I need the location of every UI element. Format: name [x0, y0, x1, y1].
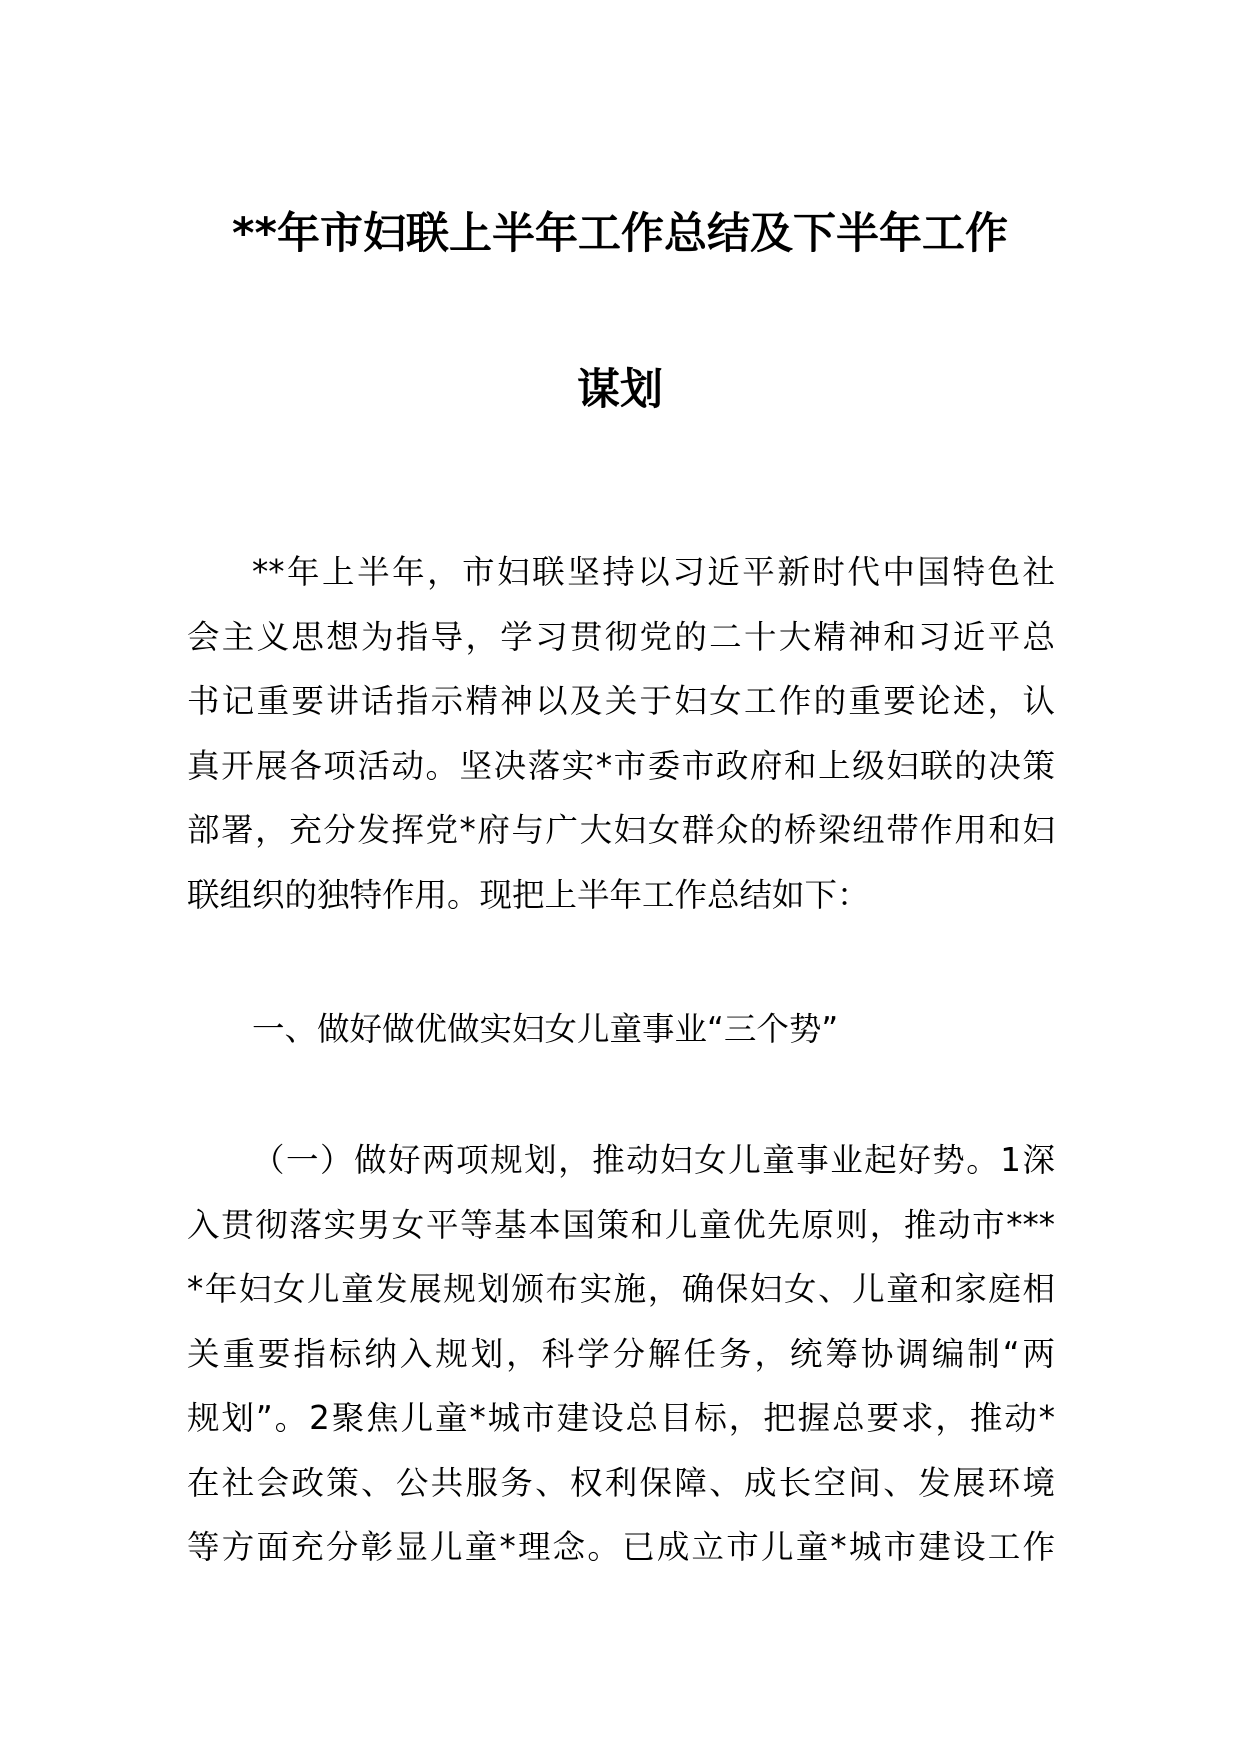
- paragraph-line: 部署，充分发挥党*府与广大妇女群众的桥梁纽带作用和妇: [187, 811, 1055, 849]
- paragraph-line: 书记重要讲话指示精神以及关于妇女工作的重要论述，认: [187, 682, 1055, 720]
- paragraph-line: 联组织的独特作用。现把上半年工作总结如下：: [187, 875, 870, 914]
- paragraph-line: 真开展各项活动。坚决落实*市委市政府和上级妇联的决策: [187, 746, 1055, 785]
- paragraph-line: 关重要指标纳入规划，科学分解任务，统筹协调编制“两: [187, 1334, 1055, 1373]
- document-title-line-1: **年市妇联上半年工作总结及下半年工作: [232, 209, 1008, 259]
- section-paragraph: [187, 1128, 1055, 1580]
- section-heading-text: 一、做好做优做实妇女儿童事业“三个势”: [252, 1010, 839, 1048]
- paragraph-line: 会主义思想为指导，学习贯彻党的二十大精神和习近平总: [187, 617, 1055, 656]
- paragraph-line: 在社会政策、公共服务、权利保障、成长空间、发展环境: [187, 1463, 1055, 1502]
- paragraph-line: *年妇女儿童发展规划颁布实施，确保妇女、儿童和家庭相: [187, 1270, 1055, 1308]
- paragraph-line: **年上半年，市妇联坚持以习近平新时代中国特色社: [252, 553, 1055, 591]
- intro-paragraph: [187, 540, 1055, 927]
- paragraph-line: （一）做好两项规划，推动妇女儿童事业起好势。1深: [252, 1141, 1055, 1179]
- paragraph-line: 入贯彻落实男女平等基本国策和儿童优先原则，推动市***: [187, 1205, 1055, 1244]
- section-heading: [187, 997, 1055, 1062]
- document-title-line-2: 谋划: [577, 365, 663, 415]
- paragraph-line: 规划”。2聚焦儿童*城市建设总目标，把握总要求，推动*: [187, 1399, 1055, 1437]
- paragraph-line: 等方面充分彰显儿童*理念。已成立市儿童*城市建设工作: [187, 1528, 1055, 1566]
